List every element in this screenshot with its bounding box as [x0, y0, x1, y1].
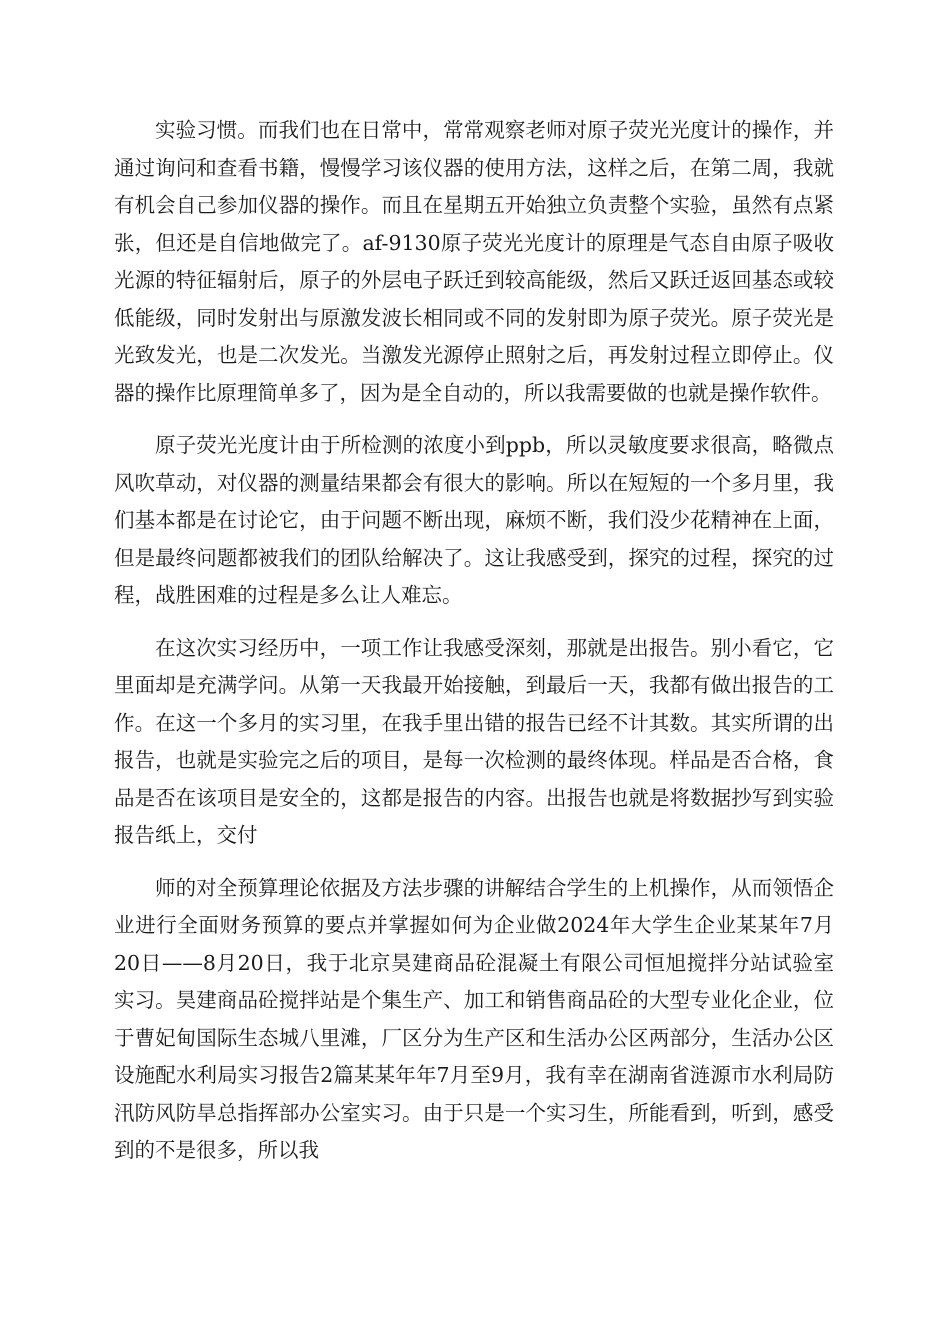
paragraph-4: 师的对全预算理论依据及方法步骤的讲解结合学生的上机操作，从而领悟企业进行全面财务预算的要点并掌握如何为企业做2024年大学生企业某某年7月20日——8月20日，我于北京昊建商品砼混凝土有限公司恒旭搅拌分站试验室实习。昊建商品砼搅拌站是个集生产、加工和销售商品砼的大型专业化企业，位于曹妃甸国际生态城八里滩，厂区分为生产区和生活办公区两部分，生活办公区设施配水利局实习报告2篇某某年年7月至9月，我有幸在湖南省涟源市水利局防汛防风防旱总指挥部办公室实习。由于只是一个实习生，所能看到，听到，感受到的不是很多，所以我 — [114, 875, 834, 1162]
paragraph-1: 实验习惯。而我们也在日常中，常常观察老师对原子荧光光度计的操作，并通过询问和查看书籍，慢慢学习该仪器的使用方法，这样之后，在第二周，我就有机会自己参加仪器的操作。而且在星期五开始独立负责整个实验，虽然有点紧张，但还是自信地做完了。af-9130原子荧光光度计的原理是气态自由原子吸收光源的特征辐射后，原子的外层电子跃迁到较高能级，然后又跃迁返回基态或较低能级，同时发射出与原激发波长相同或不同的发射即为原子荧光。原子荧光是光致发光，也是二次发光。当激发光源停止照射之后，再发射过程立即停止。仪器的操作比原理简单多了，因为是全自动的，所以我需要做的也就是操作软件。 — [114, 118, 834, 405]
paragraph-3: 在这次实习经历中，一项工作让我感受深刻，那就是出报告。别小看它，它里面却是充满学问。从第一天我最开始接触，到最后一天，我都有做出报告的工作。在这一个多月的实习里，在我手里出错的报告已经不计其数。其实所谓的出报告，也就是实验完之后的项目，是每一次检测的最终体现。样品是否合格，食品是否在该项目是安全的，这都是报告的内容。出报告也就是将数据抄写到实验报告纸上，交付 — [114, 635, 834, 847]
document-body — [114, 112, 834, 1185]
paragraph-2: 原子荧光光度计由于所检测的浓度小到ppb，所以灵敏度要求很高，略微点风吹草动，对仪器的测量结果都会有很大的影响。所以在短短的一个多月里，我们基本都是在讨论它，由于问题不断出现，麻烦不断，我们没少花精神在上面，但是最终问题都被我们的团队给解决了。这让我感受到，探究的过程，探究的过程，战胜困难的过程是多么让人难忘。 — [114, 433, 834, 607]
